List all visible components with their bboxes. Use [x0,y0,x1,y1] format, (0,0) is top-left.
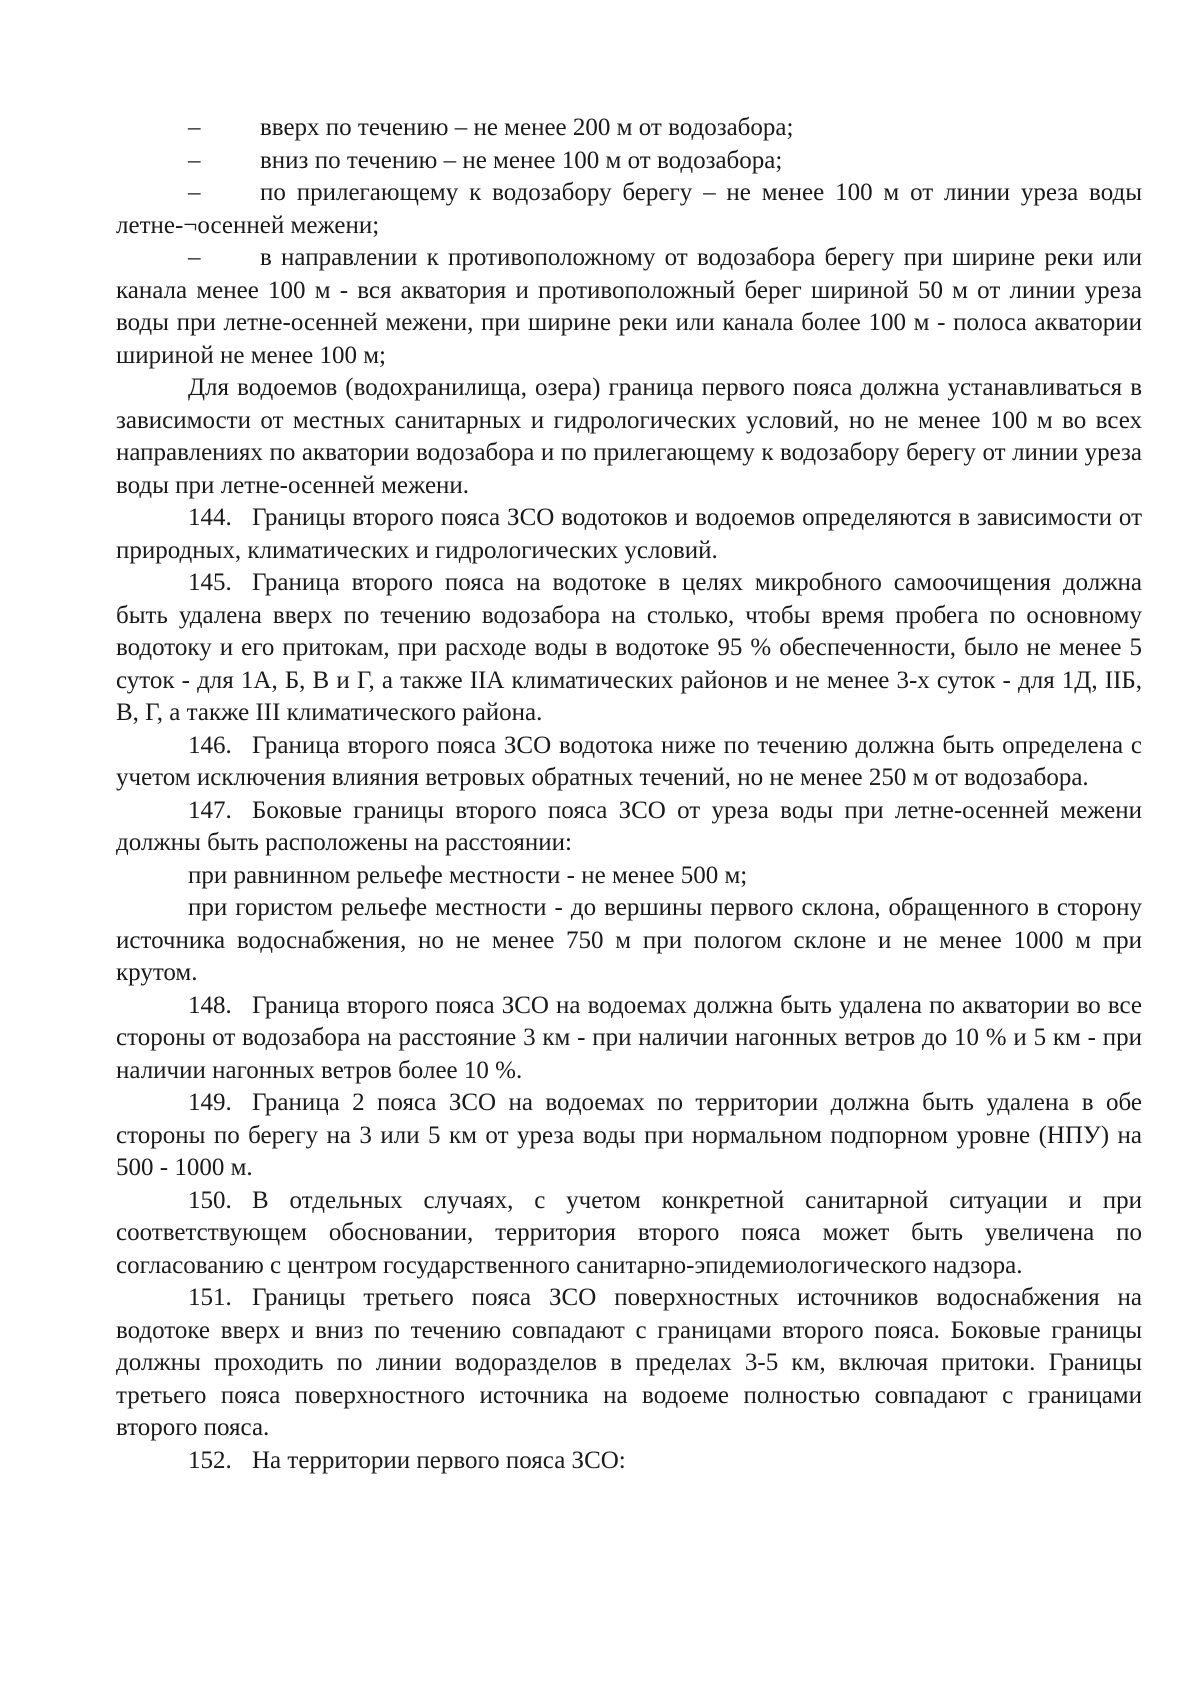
clause-number: 152. [188,1446,232,1474]
clause-number: 147. [188,796,232,824]
clause-150 [116,1185,1142,1283]
subclause-mountain: при гористом рельефе местности - до вершины первого склона, обращенного в сторону источника водоснабжения, но не менее 750 м при пологом склоне и не менее 1000 м при крутом. [116,894,1142,986]
list-item-text: вниз по течению – не менее 100 м от водозабора; [260,146,783,174]
clause-151 [116,1282,1142,1445]
list-item-text: по прилегающему к водозабору берегу – не менее 100 м от линии уреза воды летне-¬осенней межени; [116,179,1142,239]
list-item [116,145,1142,178]
clause-149 [116,1087,1142,1185]
document-page [116,112,1142,1477]
clause-text: В отдельных случаях, с учетом конкретной санитарной ситуации и при соответствующем обосновании, территория второго пояса может быть увеличена по согласованию с центром государственного санитарно-эпидемиологического надзора. [116,1186,1142,1279]
clause-text: Граница второго пояса ЗСО водотока ниже по течению должна быть определена с учетом исключения влияния ветровых обратных течений, но не менее 250 м от водозабора. [116,731,1142,791]
clause-text: Границы третьего пояса ЗСО поверхностных источников водоснабжения на водотоке вверх и вниз по течению совпадают с границами второго пояса. Боковые границы должны проходить по линии водоразделов в пределах 3-5 км, включая притоки. Границы третьего пояса поверхностного источника на водоеме полностью совпадают с границами второго пояса. [116,1284,1142,1441]
list-item [116,177,1142,242]
list-item-text: в направлении к противоположному от водозабора берегу при ширине реки или канала менее 100 м - вся акватория и противоположный берег шириной 50 м от линии уреза воды при летне-осенней межени, при ширине реки или канала более 100 м - полоса акватории шириной не менее 100 м; [116,244,1142,369]
list-item [116,112,1142,145]
list-dash: – [188,179,201,206]
clause-147 [116,795,1142,860]
paragraph-reservoirs: Для водоемов (водохранилища, озера) граница первого пояса должна устанавливаться в зависимости от местных санитарных и гидрологических условий, но не менее 100 м во всех направлениях по акватории водозабора и по прилегающему к водозабору берегу от линии уреза воды при летне-осенней межени. [116,374,1142,499]
clause-text: Граница второго пояса ЗСО на водоемах должна быть удалена по акватории во все стороны от водозабора на расстояние 3 км - при наличии нагонных ветров до 10 % и 5 км - при наличии нагонных ветров более 10 %. [116,991,1142,1084]
clause-number: 149. [188,1089,232,1116]
subclause-flat: при равнинном рельефе местности - не менее 500 м; [188,861,748,889]
list-item [116,242,1142,372]
clause-number: 151. [188,1284,232,1311]
list-dash: – [188,114,201,141]
list-dash: – [188,146,201,174]
clause-text: На территории первого пояса ЗСО: [252,1446,626,1474]
list-item-text: вверх по течению – не менее 200 м от водозабора; [260,114,794,141]
clause-144 [116,502,1142,567]
list-dash: – [188,244,201,271]
clause-number: 144. [188,504,232,531]
clause-text: Границы второго пояса ЗСО водотоков и водоемов определяются в зависимости от природных, климатических и гидрологических условий. [116,504,1142,564]
clause-152 [116,1445,1142,1478]
clause-number: 148. [188,991,232,1019]
clause-text: Граница второго пояса на водотоке в целях микробного самоочищения должна быть удалена вверх по течению водозабора на столько, чтобы время пробега по основному водотоку и его притокам, при расходе воды в водотоке 95 % обеспеченности, было не менее 5 суток - для 1А, Б, В и Г, а также IIА климатических районов и не менее 3-х суток - для 1Д, IIБ, В, Г, а также III климатического района. [116,569,1142,726]
clause-number: 145. [188,569,232,596]
clause-146 [116,730,1142,795]
clause-number: 146. [188,731,232,759]
clause-text: Боковые границы второго пояса ЗСО от уреза воды при летне-осенней межени должны быть расположены на расстоянии: [116,796,1142,856]
clause-text: Граница 2 пояса ЗСО на водоемах по территории должна быть удалена в обе стороны по берегу на 3 или 5 км от уреза воды при нормальном подпорном уровне (НПУ) на 500 - 1000 м. [116,1089,1142,1181]
clause-number: 150. [188,1186,232,1214]
clause-145 [116,567,1142,730]
clause-148 [116,990,1142,1088]
